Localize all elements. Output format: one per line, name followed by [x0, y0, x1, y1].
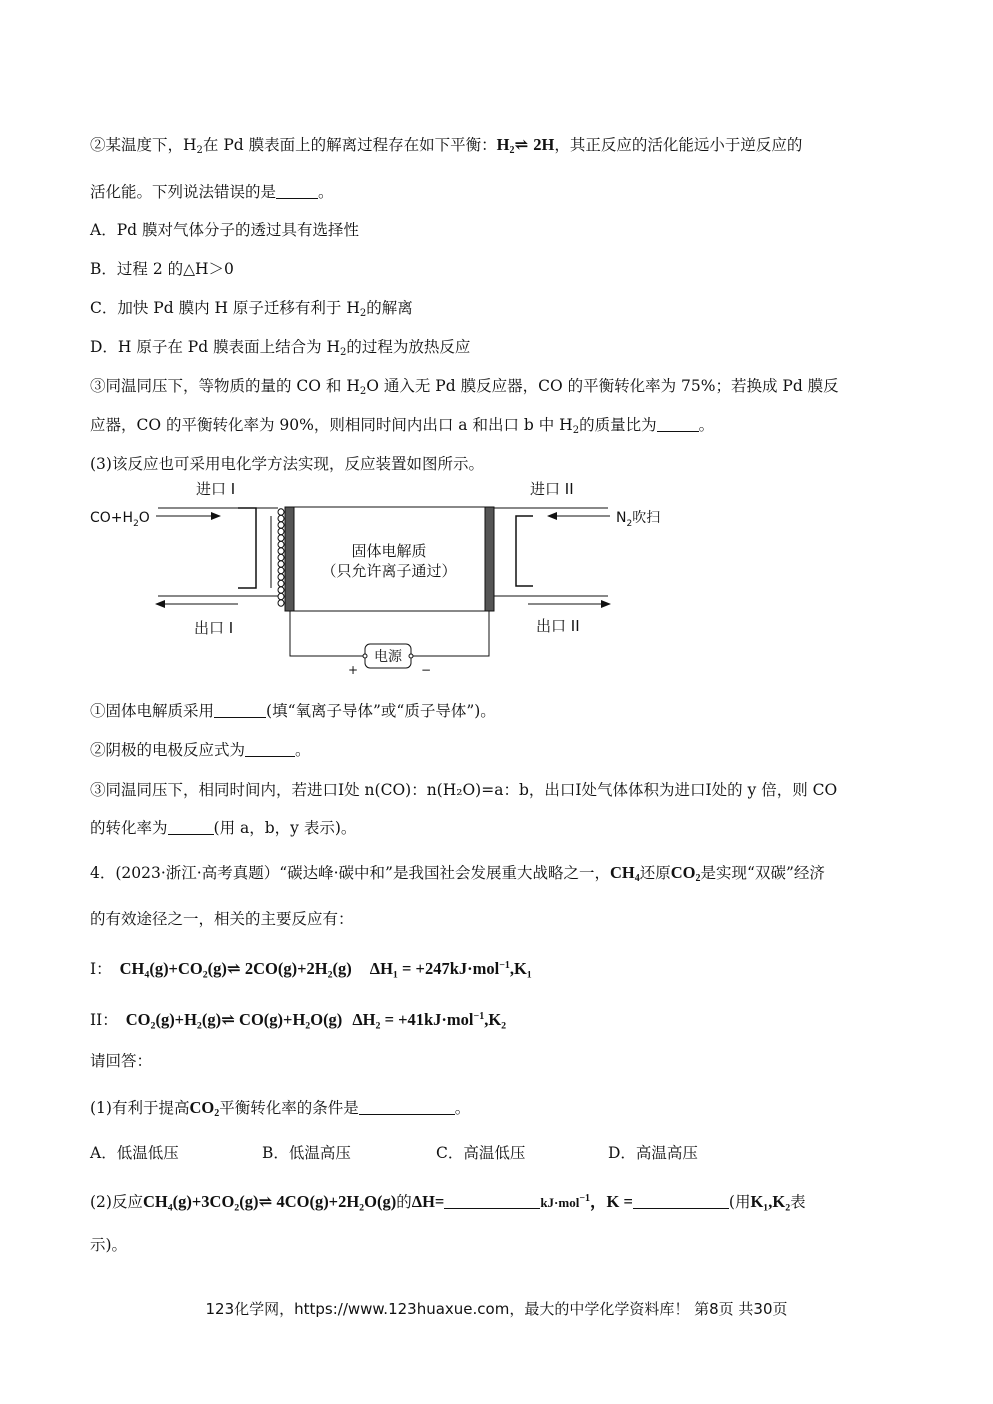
coil-loop	[278, 548, 284, 554]
text: 。	[454, 1099, 471, 1117]
text: K₁,K₂	[750, 1192, 791, 1211]
text: ③同温同压下，等物质的量的 CO 和 H	[90, 377, 360, 395]
text: 的过程为放热反应	[346, 338, 471, 356]
electrochemical-apparatus-diagram	[88, 476, 708, 676]
coil-loop	[278, 574, 284, 580]
text: −1	[473, 1011, 485, 1022]
q3-intro: (3)该反应也可采用电化学方法实现，反应装置如图所示。	[90, 455, 484, 473]
text: 。	[318, 183, 334, 201]
text: ，K =	[590, 1192, 633, 1211]
text: ΔH₂ = +41kJ·mol	[352, 1010, 474, 1029]
text: (2)反应	[90, 1193, 143, 1211]
coil-loop	[278, 515, 284, 521]
text: 的解离	[366, 299, 413, 317]
text: ,K₂	[484, 1010, 507, 1029]
reaction-2	[90, 1006, 506, 1031]
text: 活化能。下列说法错误的是	[90, 183, 277, 201]
coil-loop	[278, 593, 284, 599]
text: 的	[396, 1193, 412, 1211]
plus-sign: +	[348, 663, 359, 676]
text: 2	[340, 347, 347, 358]
text: I：	[90, 960, 112, 978]
text: ②某温度下，	[90, 136, 184, 154]
option-b: B．低温高压	[262, 1144, 351, 1162]
q2-item2-line1	[90, 134, 802, 162]
q2-item3-line2	[90, 414, 714, 442]
electrolyte-label-2: （只允许离子通过）	[321, 562, 457, 580]
text: CH	[610, 863, 635, 882]
text: 表	[790, 1193, 806, 1211]
sweep-label: $N_2$吹扫	[616, 510, 661, 529]
text: ①固体电解质采用	[90, 702, 215, 720]
q2-option-c	[90, 297, 413, 325]
text: 。	[698, 416, 715, 434]
feed-label: $CO+H_2O$	[90, 510, 150, 529]
power-label: 电源	[374, 649, 402, 665]
q3-sub3-line2	[90, 817, 356, 839]
text: CO	[189, 1098, 215, 1117]
coil-loop	[278, 541, 284, 547]
coil-loop	[278, 528, 284, 534]
coil-loop	[278, 567, 284, 573]
inlet2-label: 进口 II	[530, 480, 574, 498]
outlet1-label: 出口 I	[194, 619, 234, 637]
text: H	[496, 135, 510, 154]
text: 2	[359, 386, 367, 397]
text: D．H 原子在 Pd 膜表面上结合为 H	[90, 338, 341, 356]
text: 4．(2023·浙江·高考真题）“碳达峰·碳中和”是我国社会发展重大战略之一，	[90, 864, 610, 882]
outlet2-label: 出口 II	[536, 617, 580, 635]
electrolyte-label-1: 固体电解质	[351, 542, 427, 560]
option-c: C．高温低压	[436, 1144, 526, 1162]
text: (用 a，b，y 表示)。	[213, 819, 357, 837]
text: O 通入无 Pd 膜反应器，CO 的平衡转化率为 75%；若换成 Pd 膜反	[366, 377, 839, 395]
text: CO	[670, 863, 696, 882]
answer-blank[interactable]	[633, 1192, 729, 1209]
wire-left	[290, 611, 363, 656]
q4-line2: 的有效途径之一，相关的主要反应有：	[90, 910, 354, 928]
reaction-1	[90, 955, 532, 980]
text: 2	[196, 145, 203, 156]
equation: CH₄(g)+CO₂(g)⇌ 2CO(g)+2H₂(g)	[119, 959, 352, 978]
coil-loop	[278, 580, 284, 586]
q2-item3-line1	[90, 375, 839, 403]
coil-loop	[278, 561, 284, 567]
coil-loop	[278, 600, 284, 606]
text: 的转化率为	[90, 819, 168, 837]
text: −1	[499, 960, 510, 971]
text: (用	[728, 1193, 751, 1211]
q4-part2-line2: 示)。	[90, 1236, 128, 1254]
equation: CH₄(g)+3CO₂(g)⇌ 4CO(g)+2H₂O(g)	[142, 1192, 397, 1211]
option-d: D．高温高压	[608, 1144, 698, 1162]
text: 应器，CO 的平衡转化率为 90%，则相同时间内出口 a 和出口 b 中 H	[90, 416, 573, 434]
coil-loop	[278, 554, 284, 560]
text: H	[183, 136, 197, 154]
anode-electrode	[285, 507, 294, 611]
page-footer: 123化学网，https://www.123huaxue.com，最大的中学化学资料库！ 第8页 共30页	[205, 1300, 788, 1318]
text: 4	[634, 873, 640, 884]
text: C．加快 Pd 膜内 H 原子迁移有利于 H	[90, 299, 360, 317]
text: 平衡转化率的条件是	[219, 1099, 359, 1117]
catalyst-coil	[278, 509, 284, 606]
text: 的质量比为	[579, 416, 657, 434]
minus-sign: −	[421, 663, 432, 676]
text: ΔH₁ = +247kJ·mol	[369, 959, 500, 978]
text: 2H	[533, 135, 555, 154]
answer-blank[interactable]	[245, 740, 295, 757]
text: −1	[579, 1193, 591, 1204]
cathode-electrode	[485, 507, 494, 611]
q2-item2-line2	[90, 181, 334, 203]
text: 是实现“双碳”经济	[700, 864, 825, 882]
q2-option-d	[90, 336, 470, 364]
coil-loop	[278, 509, 284, 515]
option-a: A．低温低压	[90, 1144, 179, 1162]
coil-loop	[278, 535, 284, 541]
text: ΔH=	[411, 1192, 445, 1211]
text: 还原	[639, 864, 671, 882]
answer-blank[interactable]	[276, 182, 318, 199]
answer-blank[interactable]	[657, 415, 699, 432]
q2-option-a: A．Pd 膜对气体分子的透过具有选择性	[90, 221, 359, 239]
q3-sub1	[90, 700, 496, 722]
text: 2	[695, 873, 701, 884]
equation: CO₂(g)+H₂(g)⇌ CO(g)+H₂O(g)	[125, 1010, 343, 1029]
text: 2	[359, 308, 367, 319]
text: 在 Pd 膜表面上的解离过程存在如下平衡：	[202, 136, 497, 154]
answer-blank[interactable]	[168, 818, 214, 835]
answer-blank[interactable]	[444, 1192, 540, 1209]
answer-blank[interactable]	[359, 1098, 455, 1115]
text: ②阴极的电极反应式为	[90, 741, 246, 759]
equilibrium-symbol: ⇌	[514, 135, 529, 154]
text: 2	[214, 1108, 220, 1119]
q3-sub2	[90, 739, 311, 761]
q4-line1	[90, 862, 825, 890]
text: ,K₁	[509, 959, 532, 978]
q2-option-b: B．过程 2 的△H＞0	[90, 260, 234, 278]
q3-sub3-line1: ③同温同压下，相同时间内，若进口I处 n(CO)：n(H₂O)=a：b，出口I处气体体积为进口I处的 y 倍，则 CO	[90, 781, 838, 799]
text: (填“氧离子导体”或“质子导体”)。	[266, 702, 496, 720]
wire-right	[413, 611, 489, 656]
text: 2	[509, 145, 515, 156]
text: 2	[572, 425, 580, 436]
text: 。	[295, 741, 311, 759]
coil-loop	[278, 522, 284, 528]
text: II：	[90, 1011, 118, 1029]
answer-blank[interactable]	[214, 701, 266, 718]
text: ，其正反应的活化能远小于逆反应的	[554, 136, 803, 154]
q4-part1-options	[90, 1142, 698, 1164]
q4-ask: 请回答：	[90, 1052, 153, 1070]
coil-loop	[278, 587, 284, 593]
text: (1)有利于提高	[90, 1099, 190, 1117]
q4-part2-line1	[90, 1188, 806, 1214]
q4-part1	[90, 1097, 470, 1125]
text: kJ·mol	[540, 1195, 580, 1210]
inlet1-label: 进口 I	[196, 480, 236, 498]
